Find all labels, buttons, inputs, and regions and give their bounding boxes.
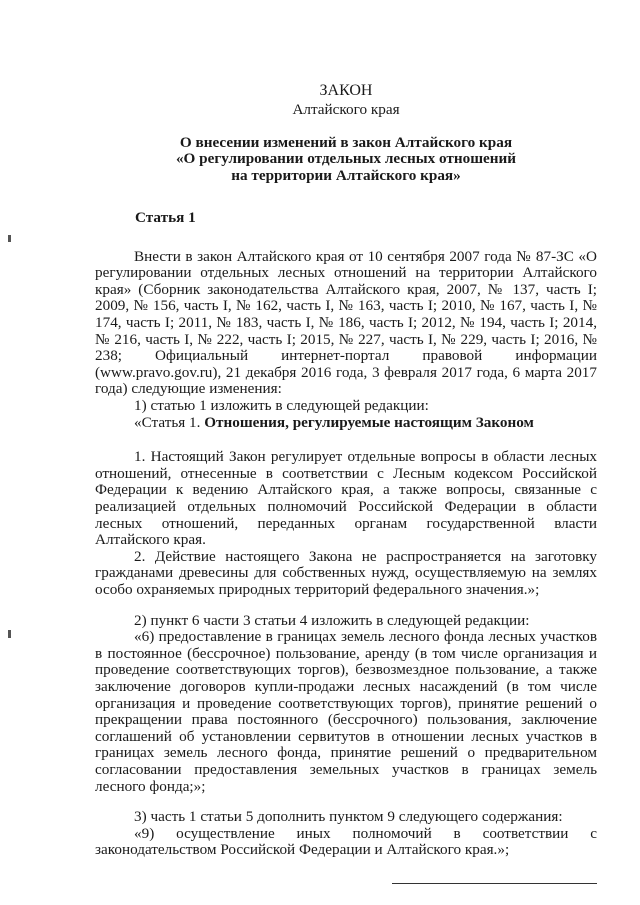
quoted-paragraph-2: 2. Действие настоящего Закона не распространяется на заготовку гражданами древесины для собственных нужд, осуществляемую на землях особо охраняемых природных территорий федерального значения.»; [95, 547, 597, 598]
amendment-item-3-text: «9) осуществление иных полномочий в соответствии с законодательством Российской Федерации и Алтайского края.»; [95, 824, 597, 859]
document-region: Алтайского края [292, 101, 400, 118]
scan-artifact-mark [8, 630, 11, 638]
document-title-line: О внесении изменений в закон Алтайского края [179, 133, 513, 151]
document-title-line: на территории Алтайского края» [231, 166, 461, 184]
amendment-item-2-instruction: 2) пункт 6 части 3 статьи 4 изложить в следующей редакции: [134, 611, 530, 629]
document-body [95, 82, 597, 859]
quote-prefix: «Статья 1. [134, 413, 205, 431]
article-heading: Статья 1 [135, 209, 196, 227]
document-title [95, 135, 597, 185]
document-title-line: «О регулировании отдельных лесных отношений [175, 150, 517, 168]
article-intro: Внести в закон Алтайского края от 10 сентября 2007 года № 87-ЗС «О регулировании отдельных лесных отношений на территории Алтайского края» (Сборник законодательства Алтайского края, 2007, № 137, часть I; 2009, № 156, часть I, № 162, часть I, № 163, часть I; 2010, № 167, часть I, № 174, часть I; 2011, № 183, часть I, № 186, часть I; 2012, № 194, часть I; 2014, № 216, часть I, № 222, часть I; 2015, № 227, часть I, № 229, часть I; 2016, № 238; Официальный интернет-портал правовой информации (www.pravo.gov.ru), 21 декабря 2016 года, 3 февраля 2017 года, 6 марта 2017 года) следующие изменения: [95, 247, 597, 398]
quote-heading: Отношения, регулируемые настоящим Законом [204, 413, 534, 431]
footer-rule [392, 883, 597, 884]
quoted-paragraph-1: 1. Настоящий Закон регулирует отдельные вопросы в области лесных отношений, отнесенные в соответствии с Лесным кодексом Российской Федерации к ведению Алтайского края, а также вопросы, связанные с реализацией отдельных полномочий Российской Федерации в области лесных отношений, переданных органам государственной власти Алтайского края. [95, 448, 597, 549]
document-type: ЗАКОН [319, 82, 373, 99]
amendment-item-1-quote-heading [95, 415, 597, 432]
amendment-item-2-text: «6) предоставление в границах земель лесного фонда лесных участков в постоянное (бессрочное) пользование, аренду (в том числе организация и проведение соответствующих торгов), безвозмездное пользование, а также заключение договоров купли-продажи лесных насаждений (в том числе организация и проведение соответствующих торгов), принятие решений о прекращении права постоянного (бессрочного) пользования, заключение соглашений об установлении сервитутов в отношении лесных участков в границах земель лесного фонда, принятие решений о предварительном согласовании предоставления земельных участков в границах земель лесного фонда;»; [95, 628, 597, 795]
scan-artifact-mark [8, 235, 11, 242]
amendment-item-1-instruction: 1) статью 1 изложить в следующей редакции: [134, 397, 429, 415]
document-header [95, 82, 597, 184]
amendment-item-3-instruction: 3) часть 1 статьи 5 дополнить пунктом 9 следующего содержания: [134, 808, 563, 826]
